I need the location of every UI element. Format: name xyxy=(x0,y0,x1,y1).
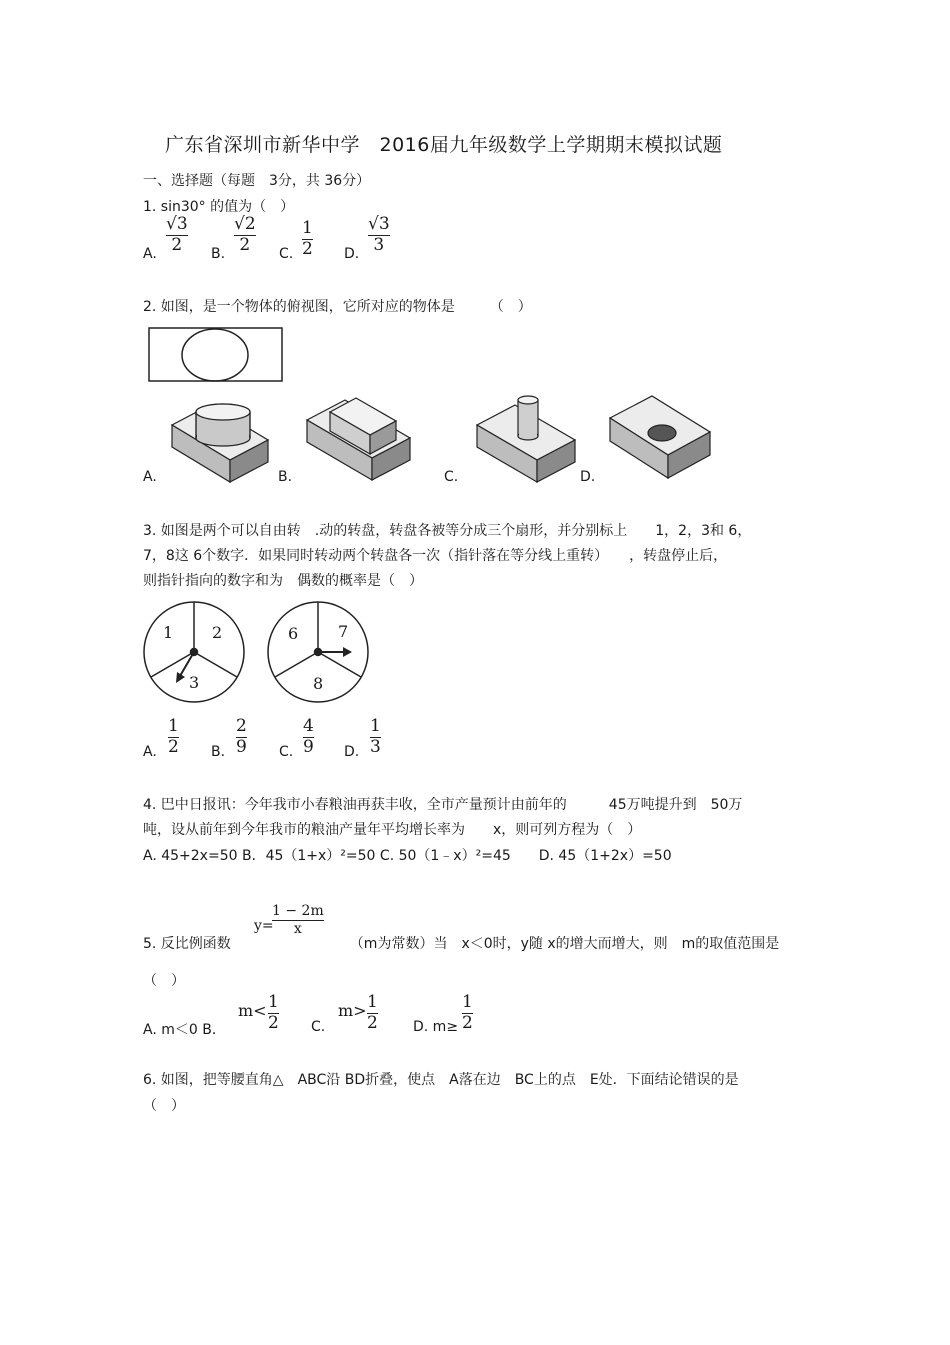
section-heading: 一、选择题（每题 3分，共 36分） xyxy=(143,173,371,189)
q1-stem: 1. sin30° 的值为（ ） xyxy=(143,199,295,215)
spinner-2-label-7: 7 xyxy=(338,622,349,641)
fraction-numerator: 1 xyxy=(268,992,279,1012)
q2-option-b-label: B. xyxy=(278,469,293,485)
q5-stem: 5. 反比例函数 （m为常数）当 x＜0时，y随 x的增大而增大，则 m的取值范围是 xyxy=(143,936,780,952)
q5-option-c-label: C. xyxy=(311,1019,326,1035)
q3-option-c-fraction xyxy=(303,718,314,756)
fraction-denominator: 9 xyxy=(236,737,247,757)
q5-formula-fraction xyxy=(272,904,324,936)
q3-option-b-fraction xyxy=(236,718,247,756)
q2-option-a-label: A. xyxy=(143,469,157,485)
fraction-numerator: √3 xyxy=(368,214,390,234)
fraction-numerator: √3 xyxy=(166,214,188,234)
fraction-numerator: 1 − 2m xyxy=(272,903,324,919)
q5-option-a: A. m＜0 B． xyxy=(143,1022,226,1038)
q5-option-b-symbol: m< xyxy=(238,1001,267,1020)
fraction-denominator: 2 xyxy=(367,1013,378,1033)
spinner-2-label-6: 6 xyxy=(288,624,299,643)
q3-line-2: 7，8这 6个数字．如果同时转动两个转盘各一次（指针落在等分线上重转） ，转盘停止后， xyxy=(143,548,728,564)
q2-stem: 2. 如图，是一个物体的俯视图，它所对应的物体是 （ ） xyxy=(143,299,532,315)
q4-options: A. 45+2x=50 B．45（1+x）²=50 C. 50（1﹣x）²=45 D. 45（1+2x）=50 xyxy=(143,848,672,864)
q4-line-1: 4. 巴中日报讯：今年我市小春粮油再获丰收，全市产量预计由前年的 45万吨提升到 50万 xyxy=(143,797,743,813)
q3-option-a-label: A. xyxy=(143,744,157,760)
q3-option-b-label: B. xyxy=(211,744,226,760)
q6-stem: 6. 如图，把等腰直角△ ABC沿 BD折叠，使点 A落在边 BC上的点 E处．下面结论错误的是 xyxy=(143,1072,739,1088)
fraction-denominator: 2 xyxy=(171,235,183,255)
q5-option-c-symbol: m> xyxy=(338,1001,367,1020)
spinner-1-label-3: 3 xyxy=(189,673,200,692)
q5-paren: （ ） xyxy=(143,973,185,989)
spinner-2-label-8: 8 xyxy=(313,674,324,693)
q2-option-c-label: C. xyxy=(444,469,459,485)
fraction-numerator: 1 xyxy=(302,218,313,238)
q5-formula-lhs: y= xyxy=(254,918,274,934)
page-title: 广东省深圳市新华中学 2016届九年级数学上学期期末模拟试题 xyxy=(165,134,723,156)
fraction-numerator: 1 xyxy=(367,992,378,1012)
q6-paren: （ ） xyxy=(143,1098,185,1114)
fraction-denominator: 2 xyxy=(239,235,251,255)
spinner-1-label-2: 2 xyxy=(212,623,223,642)
fraction-denominator: 3 xyxy=(370,737,381,757)
fraction-numerator: 4 xyxy=(303,716,314,736)
q1-option-b-label: B. xyxy=(211,246,226,262)
fraction-numerator: 1 xyxy=(370,716,381,736)
fraction-denominator: 9 xyxy=(303,737,314,757)
q3-line-1: 3. 如图是两个可以自由转 .动的转盘，转盘各被等分成三个扇形，并分别标上 1，2，3和 6， xyxy=(143,523,752,539)
spinner-1-label-1: 1 xyxy=(163,623,174,642)
q3-option-d-fraction xyxy=(370,718,381,756)
q3-option-d-label: D. xyxy=(344,744,360,760)
q5-option-d: D. m≥ xyxy=(413,1019,459,1035)
q3-option-c-label: C. xyxy=(279,744,294,760)
q2-option-d-label: D. xyxy=(580,469,596,485)
fraction-numerator: 1 xyxy=(168,716,179,736)
fraction-denominator: 2 xyxy=(462,1013,473,1033)
q1-option-a-label: A. xyxy=(143,246,157,262)
fraction-denominator: 2 xyxy=(168,737,179,757)
fraction-denominator: 3 xyxy=(373,235,385,255)
fraction-numerator: 1 xyxy=(462,992,473,1012)
q1-option-d-label: D. xyxy=(344,246,360,262)
q5-option-d-fraction xyxy=(462,994,473,1032)
fraction-numerator: √2 xyxy=(234,214,256,234)
fraction-denominator: 2 xyxy=(302,239,313,259)
q3-option-a-fraction xyxy=(168,718,179,756)
q5-option-c-fraction xyxy=(367,994,378,1032)
fraction-denominator: x xyxy=(293,921,302,937)
fraction-denominator: 2 xyxy=(268,1013,279,1033)
q1-option-c-label: C. xyxy=(279,246,294,262)
q4-line-2: 吨，设从前年到今年我市的粮油产量年平均增长率为 x，则可列方程为（ ） xyxy=(143,822,642,838)
q3-line-3: 则指针指向的数字和为 偶数的概率是（ ） xyxy=(143,573,423,589)
q5-option-b-fraction xyxy=(268,994,279,1032)
fraction-numerator: 2 xyxy=(236,716,247,736)
